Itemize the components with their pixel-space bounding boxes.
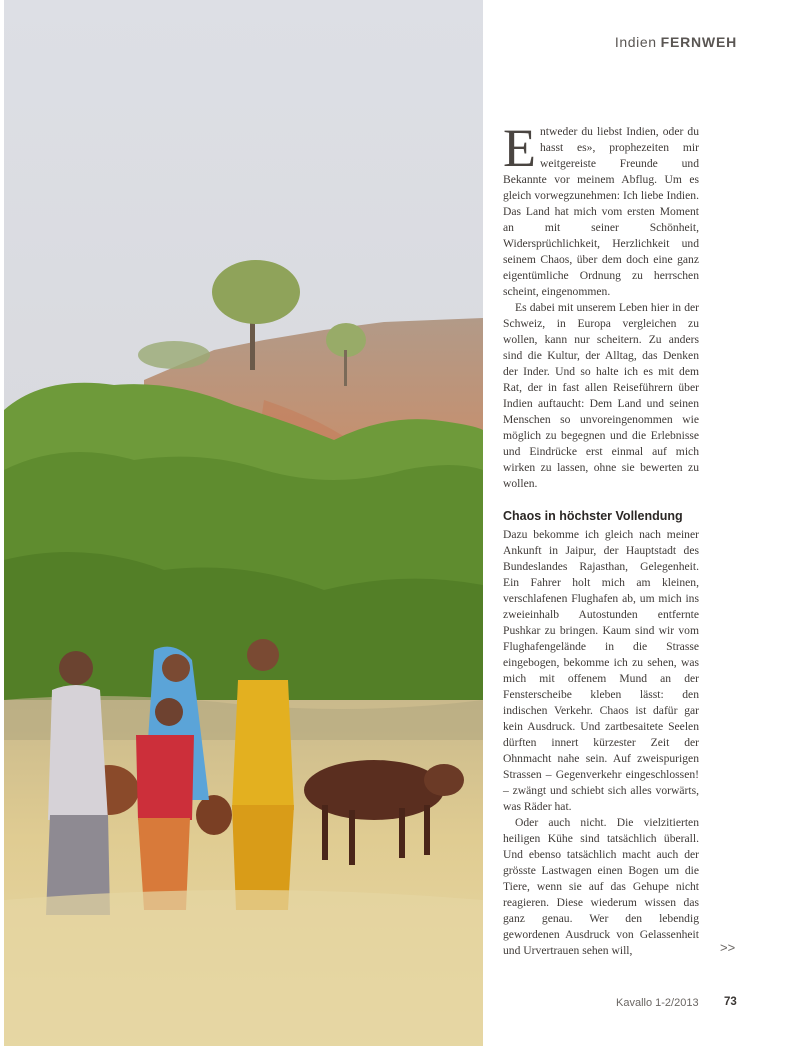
header-country: Indien	[614, 34, 657, 50]
page-number: 73	[724, 996, 737, 1008]
article-paragraph: Entweder du liebst Indien, oder du hasst es», prophezeiten mir weitgereiste Freunde und Bekannte vor meinem Abflug. Um es gleich vorwegzunehmen: Ich liebe Indien. Das Land hat mich vom ersten Moment an mit seiner Schönheit, Widersprüchlichkeit, Herzlichkeit und seinem Chaos, über dem doch eine ganz eigentümliche Ordnung zu herrschen scheint, eingenommen.	[503, 118, 699, 298]
girl-figures	[46, 639, 294, 915]
article-paragraph: Dazu bekomme ich gleich nach meiner Ankunft in Jaipur, der Hauptstadt des Bundeslandes Rajasthan, Gelegenheit. Ein Fahrer holt mich am kleinen, verschlafenen Flughafen ab, um mich ins zweieinhalb Autostunden entfernte Pushkar zu bringen. Kaum sind wir vom Flughafengelände in die Strasse eingebogen, bekomme ich zu sehen, was mich mit offenem Mund an der Fensterscheibe kleben lässt: den indischen Verkehr. Chaos ist dafür gar kein Ausdruck. Und zartbesaitete Seelen dürften innert kürzester Zeit der Ohnmacht nahe sein. Auf zweispurigen Strassen – Gegenverkehr eingeschlossen! – zwängt und schiebt sich alles vorwärts, was Räder hat.	[503, 528, 699, 813]
page-header	[615, 34, 737, 50]
article-subheading: Chaos in höchster Vollendung	[503, 509, 683, 523]
article-paragraph: Es dabei mit unserem Leben hier in der Schweiz, in Europa vergleichen zu wollen, kann nur scheitern. Zu anders sind die Kultur, der Alltag, das Denken der Inder. Und so halte ich es mit dem Rat, der in fast allen Reiseführern über Indien auftaucht: Dem Land und seinen Menschen so unvoreingenommen wie möglich zu begegnen und die Erlebnisse und Eindrücke erst einmal auf mich wirken zu lassen, ohne sie bewerten zu wollen.	[503, 301, 699, 490]
drop-cap: E	[503, 118, 536, 178]
footer-magazine: Kavallo 1-2/2013	[616, 997, 699, 1009]
continue-arrow-icon: >>	[720, 940, 736, 955]
photo-illustration	[4, 0, 483, 1046]
rajasthan-landscape-photo	[4, 0, 483, 1046]
header-section: FERNWEH	[660, 34, 737, 50]
article-column	[503, 118, 699, 959]
article-paragraph: Oder auch nicht. Die vielzitierten heiligen Kühe sind tatsächlich überall. Und ebenso tatsächlich macht auch der grösste Lastwagen einen Bogen um die Tiere, wenn sie auf das Gehupe nicht reagieren. Diese wiederum wissen das ganz genau. Wer den lebendig gewordenen Ausdruck von Gelassenheit und Urvertrauen sehen will,	[503, 816, 699, 957]
